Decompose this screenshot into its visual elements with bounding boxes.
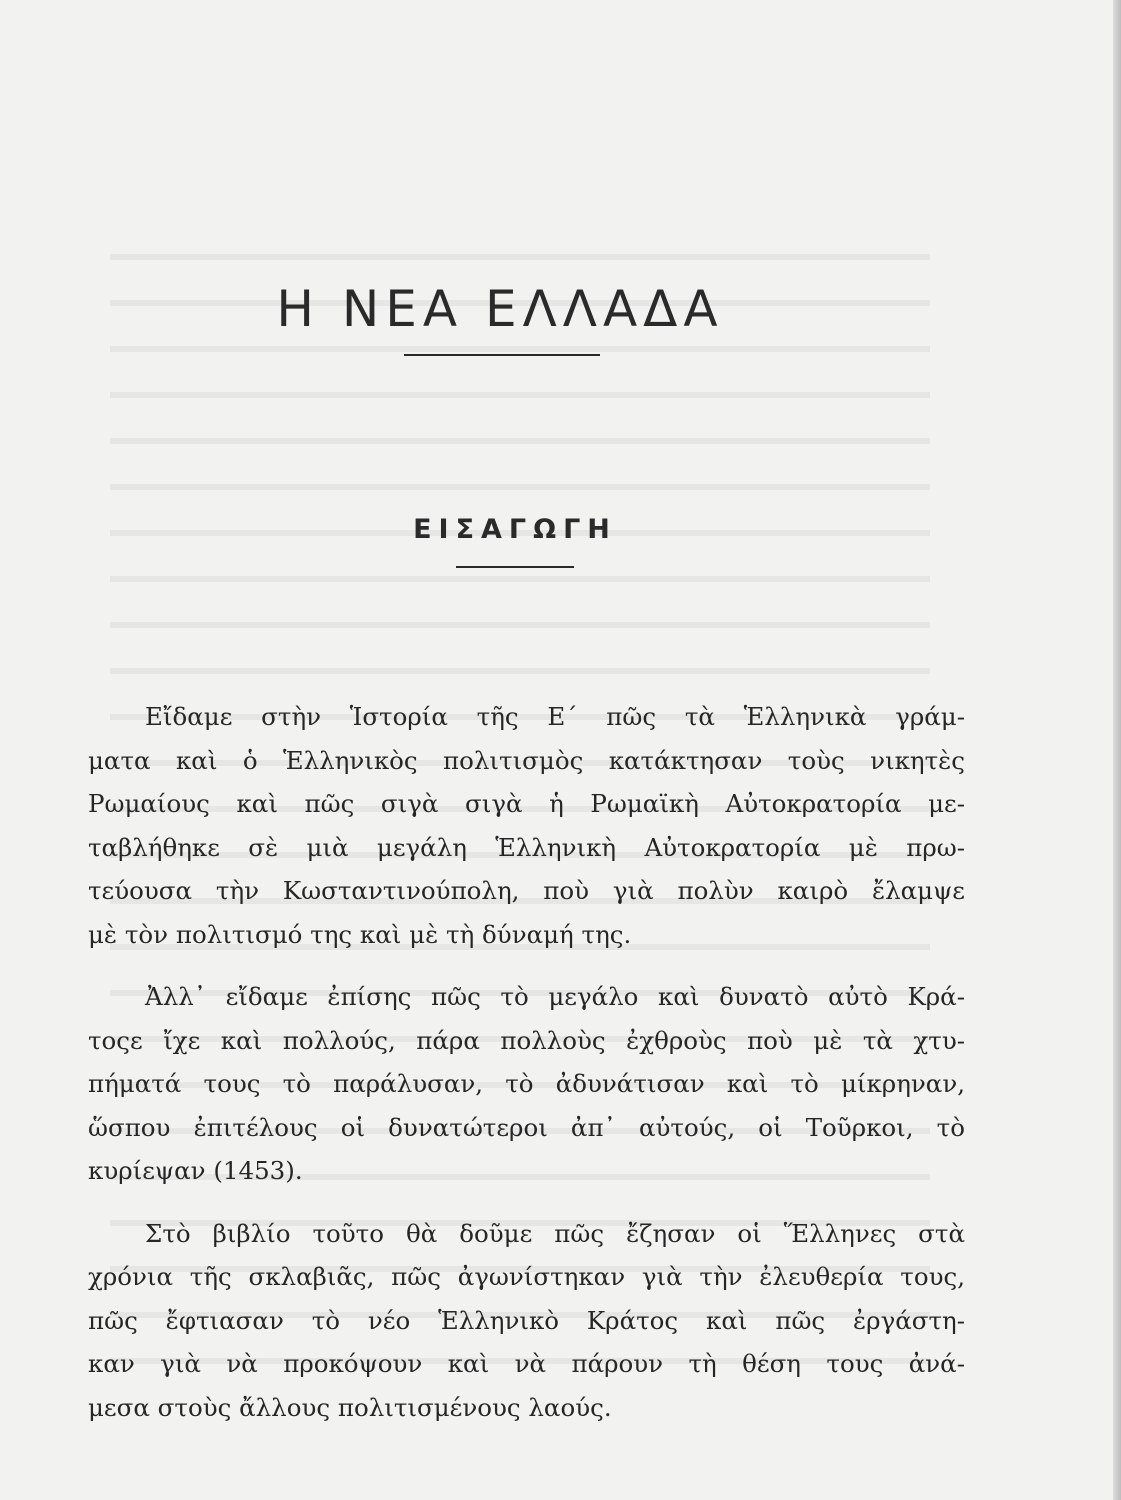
book-title: Η ΝΕΑ ΕΛΛΑΔΑ xyxy=(276,280,724,338)
page-edge xyxy=(1113,0,1121,1500)
paragraph-1 xyxy=(88,695,965,956)
text-line: ὥσπου ἐπιτέλους οἱ δυνατώτεροι ἀπ᾿ αὐτούς, οἱ Τοῦρκοι, τὸ xyxy=(88,1112,965,1142)
text-line: χρόνια τῆς σκλαβιᾶς, πῶς ἀγωνίστηκαν γιὰ τὴν ἐλευθερία τους, xyxy=(88,1262,965,1291)
text-line: πήματά τους τὸ παράλυσαν, τὸ ἀδυνάτισαν καὶ τὸ μίκρηναν, xyxy=(88,1069,965,1098)
paragraph-3 xyxy=(88,1212,965,1430)
text-line: καν γιὰ νὰ προκόψουν καὶ νὰ πάρουν τὴ θέση τους ἀνά- xyxy=(88,1349,965,1378)
text-line: Ρωμαίους καὶ πῶς σιγὰ σιγὰ ἡ Ρωμαϊκὴ Αὐτοκρατορία με- xyxy=(88,789,965,818)
text-line: τοςε ἴχε καὶ πολλούς, πάρα πολλοὺς ἐχθροὺς ποὺ μὲ τὰ χτυ- xyxy=(88,1025,965,1055)
text-line: μὲ τὸν πολιτισμό της καὶ μὲ τὴ δύναμή της. xyxy=(88,919,632,949)
section-heading: ΕΙΣΑΓΩΓΗ xyxy=(413,514,617,545)
title-underline xyxy=(404,354,600,356)
body-text xyxy=(88,695,965,1429)
text-line: ματα καὶ ὁ Ἑλληνικὸς πολιτισμὸς κατάκτησαν τοὺς νικητὲς xyxy=(88,745,965,775)
text-line: τεύουσα τὴν Κωσταντινούπολη, ποὺ γιὰ πολὺν καιρὸ ἔλαμψε xyxy=(88,876,965,905)
section-underline xyxy=(456,566,574,568)
text-line: κυρίεψαν (1453). xyxy=(88,1156,303,1185)
text-line: Ἀλλ᾿ εἴδαμε ἐπίσης πῶς τὸ μεγάλο καὶ δυνατὸ αὐτὸ Κρά- xyxy=(145,982,965,1011)
text-line: μεσα στοὺς ἄλλους πολιτισμένους λαούς. xyxy=(88,1392,612,1422)
paragraph-2 xyxy=(88,975,965,1193)
text-line: πῶς ἔφτιασαν τὸ νέο Ἑλληνικὸ Κράτος καὶ πῶς ἐργάστη- xyxy=(88,1305,965,1335)
text-line: Στὸ βιβλίο τοῦτο θὰ δοῦμε πῶς ἔζησαν οἱ Ἕλληνες στὰ xyxy=(145,1218,965,1248)
text-line: ταβλήθηκε σὲ μιὰ μεγάλη Ἑλληνικὴ Αὐτοκρατορία μὲ πρω- xyxy=(88,832,965,862)
text-line: Εἴδαμε στὴν Ἱστορία τῆς Ε΄ πῶς τὰ Ἑλληνικὰ γράμ- xyxy=(145,702,965,731)
